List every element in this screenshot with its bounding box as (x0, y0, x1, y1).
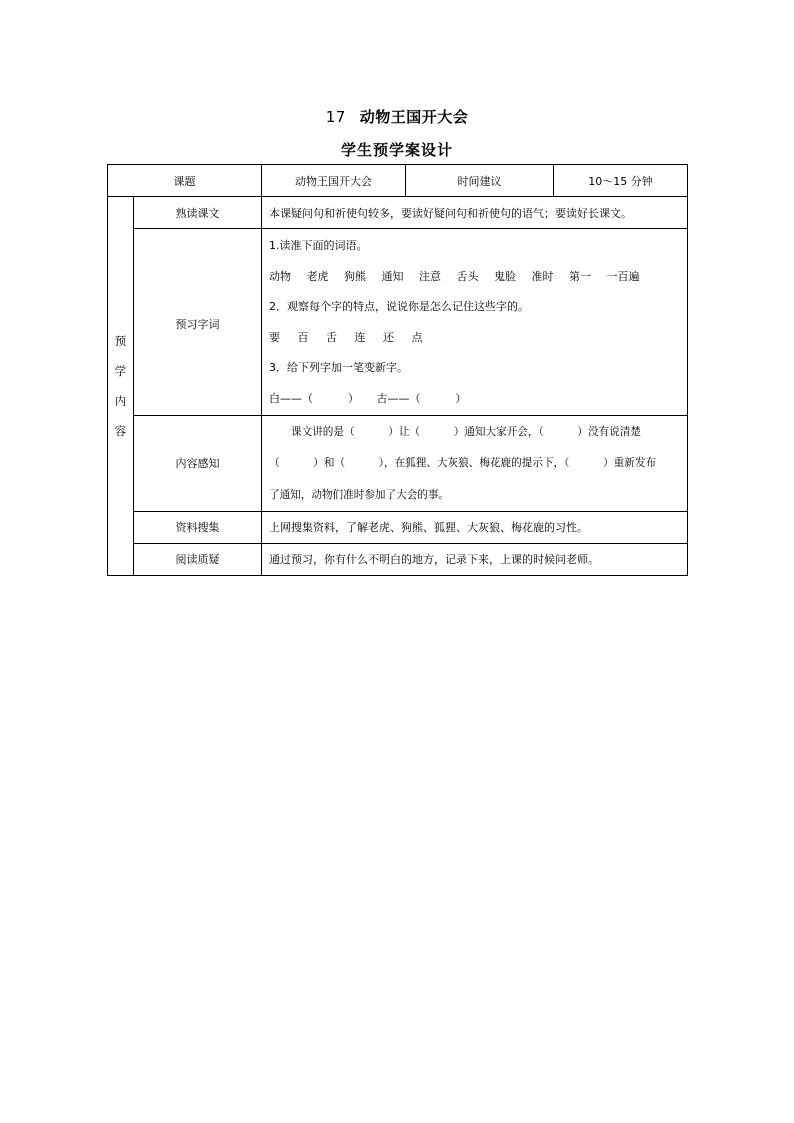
preview-words-line: 白——（ ） 古——（ ） (269, 391, 467, 405)
row-reading-questions (108, 543, 688, 575)
topic-value: 动物王国开大会 (262, 165, 406, 197)
content-perception-label: 内容感知 (134, 416, 262, 512)
preview-plan-table (107, 164, 688, 576)
topic-label: 课题 (108, 165, 262, 197)
side-char: 内 (114, 393, 127, 408)
content-perception-content (262, 416, 688, 512)
side-char: 学 (114, 363, 127, 378)
preview-words-line: 2．观察每个字的特点，说说你是怎么记住这些字的。 (269, 300, 529, 314)
preview-words-line: 要 百 舌 连 还 点 (269, 330, 423, 344)
preview-words-line: 3．给下列字加一笔变新字。 (269, 361, 408, 375)
familiar-reading-content: 本课疑问句和祈使句较多，要读好疑问句和祈使句的语气；要读好长课文。 (262, 197, 688, 229)
reading-questions-content: 通过预习，你有什么不明白的地方，记录下来，上课的时候问老师。 (262, 543, 688, 575)
preview-words-line: 动物 老虎 狗熊 通知 注意 舌头 鬼脸 准时 第一 一百遍 (269, 269, 640, 283)
row-familiar-reading (108, 197, 688, 229)
content-perception-line: 课文讲的是（ ）让（ ）通知大家开会，（ ）没有说清楚 (291, 426, 641, 438)
reading-questions-label: 阅读质疑 (134, 543, 262, 575)
side-char: 容 (114, 423, 127, 438)
time-label: 时间建议 (406, 165, 554, 197)
preview-words-content (262, 229, 688, 416)
preview-words-label: 预习字词 (134, 229, 262, 416)
familiar-reading-label: 熟读课文 (134, 197, 262, 229)
material-search-label: 资料搜集 (134, 511, 262, 543)
material-search-content: 上网搜集资料，了解老虎、狗熊、狐狸、大灰狼、梅花鹿的习性。 (262, 511, 688, 543)
document-subtitle: 学生预学案设计 (340, 141, 453, 159)
lesson-number: 17 (325, 108, 346, 126)
row-preview-words (108, 229, 688, 416)
preview-words-line: 1.读准下面的词语。 (269, 239, 368, 252)
row-content-perception (108, 416, 688, 512)
content-perception-line: 了通知，动物们准时参加了大会的事。 (269, 488, 450, 501)
lesson-title (0, 106, 794, 127)
side-char: 预 (114, 333, 127, 348)
lesson-name: 动物王国开大会 (359, 108, 469, 126)
content-perception-line: （ ）和（ ），在狐狸、大灰狼、梅花鹿的提示下，（ ）重新发布 (269, 457, 657, 470)
side-label-preview-content (108, 197, 134, 576)
row-material-search (108, 511, 688, 543)
time-value: 10～15 分钟 (554, 165, 688, 197)
header-row (108, 165, 688, 197)
